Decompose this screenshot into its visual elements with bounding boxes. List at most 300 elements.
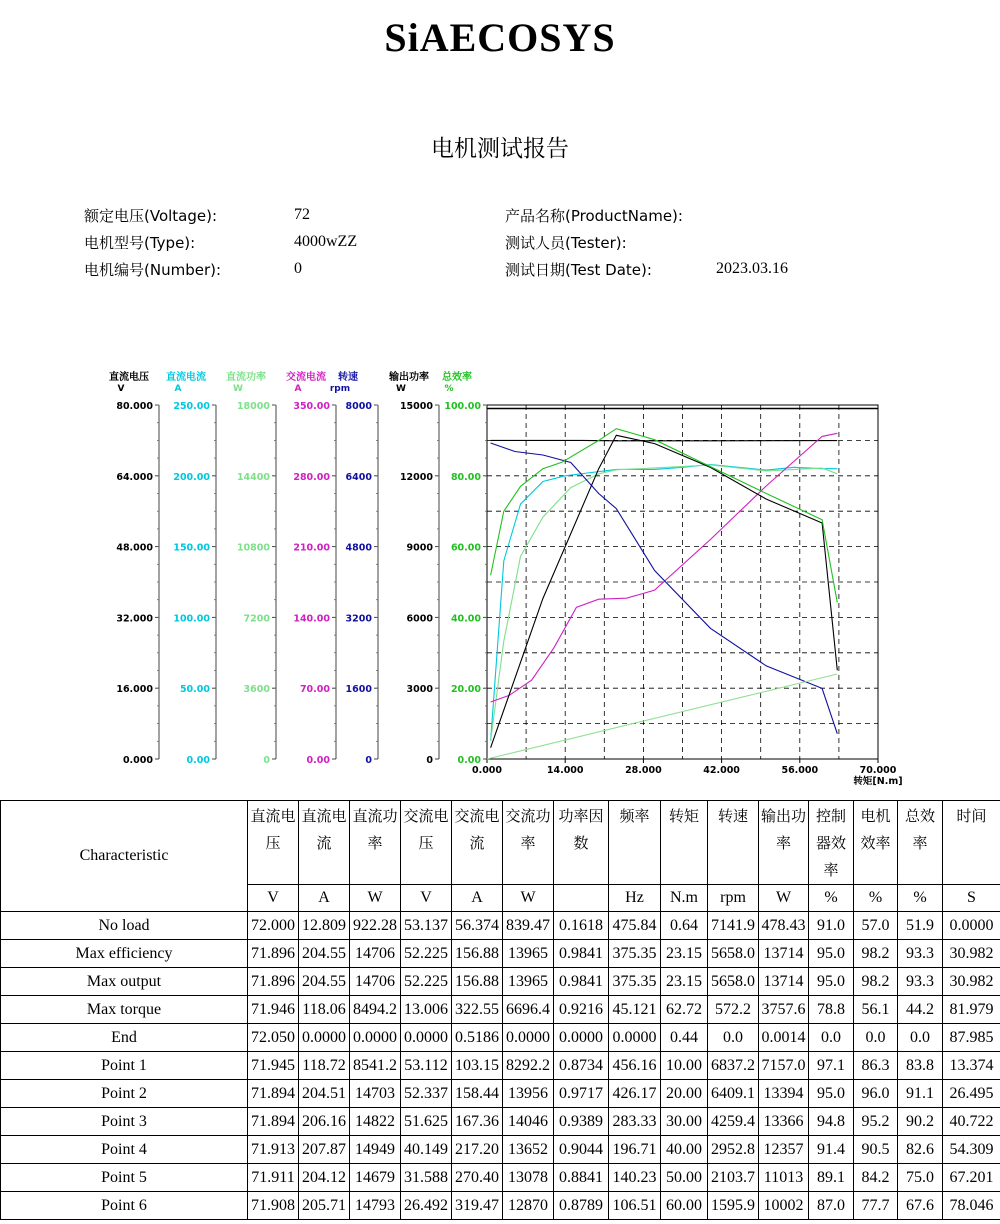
- table-cell: 0.9216: [554, 996, 609, 1024]
- row-label: Max efficiency: [1, 940, 248, 968]
- table-cell: 13956: [503, 1080, 554, 1108]
- table-cell: 93.3: [898, 940, 943, 968]
- y-tick-label: 280.00: [293, 471, 330, 483]
- table-cell: 0.0: [708, 1024, 759, 1052]
- table-cell: 319.47: [452, 1192, 503, 1220]
- y-tick-label: 200.00: [173, 471, 210, 483]
- table-cell: 72.050: [248, 1024, 299, 1052]
- table-cell: 14706: [350, 940, 401, 968]
- column-header: 输出功率: [759, 801, 809, 885]
- table-cell: 922.28: [350, 912, 401, 940]
- column-unit: %: [898, 885, 943, 912]
- y-tick-label: 0: [426, 755, 433, 766]
- table-cell: 87.985: [943, 1024, 1000, 1052]
- table-cell: 13394: [759, 1080, 809, 1108]
- axis-name: 直流电流: [166, 372, 206, 383]
- axis-unit: A: [174, 384, 182, 394]
- table-cell: 0.9044: [554, 1136, 609, 1164]
- table-cell: 56.374: [452, 912, 503, 940]
- table-cell: 204.51: [299, 1080, 350, 1108]
- table-cell: 13.006: [401, 996, 452, 1024]
- column-header: 功率因数: [554, 801, 609, 885]
- table-header-row: [1, 801, 1000, 885]
- table-cell: 140.23: [609, 1164, 661, 1192]
- y-tick-label: 3000: [406, 684, 433, 696]
- column-header: 交流电压: [401, 801, 452, 885]
- table-cell: 14679: [350, 1164, 401, 1192]
- table-cell: 0.64: [661, 912, 708, 940]
- results-table: [0, 800, 1000, 1220]
- y-tick-label: 14400: [236, 471, 270, 483]
- table-cell: 54.309: [943, 1136, 1000, 1164]
- table-cell: 1595.9: [708, 1192, 759, 1220]
- table-cell: 13366: [759, 1108, 809, 1136]
- y-tick-label: 4800: [345, 542, 372, 554]
- table-cell: 12870: [503, 1192, 554, 1220]
- column-header: 转速: [708, 801, 759, 885]
- date-value: 2023.03.16: [716, 260, 788, 277]
- axis-unit: W: [233, 384, 243, 394]
- table-cell: 0.0: [809, 1024, 854, 1052]
- table-cell: 26.492: [401, 1192, 452, 1220]
- table-cell: 87.0: [809, 1192, 854, 1220]
- voltage-label: 额定电压(Voltage):: [84, 207, 218, 225]
- table-cell: 13078: [503, 1164, 554, 1192]
- table-cell: 0.9841: [554, 968, 609, 996]
- performance-chart: [0, 360, 1000, 790]
- column-header: 直流功率: [350, 801, 401, 885]
- table-cell: 3757.6: [759, 996, 809, 1024]
- y-tick-label: 0.00: [306, 755, 330, 766]
- x-tick-label: 14.000: [546, 765, 584, 776]
- table-cell: 13965: [503, 940, 554, 968]
- table-cell: 26.495: [943, 1080, 1000, 1108]
- table-cell: 81.979: [943, 996, 1000, 1024]
- y-tick-label: 1600: [345, 684, 372, 696]
- column-unit: A: [452, 885, 503, 912]
- table-cell: 91.0: [809, 912, 854, 940]
- column-unit: Hz: [609, 885, 661, 912]
- table-cell: 8292.2: [503, 1052, 554, 1080]
- series-line: [491, 465, 838, 741]
- type-value: 4000wZZ: [294, 233, 358, 250]
- table-cell: 167.36: [452, 1108, 503, 1136]
- table-cell: 45.121: [609, 996, 661, 1024]
- table-cell: 53.112: [401, 1052, 452, 1080]
- table-cell: 93.3: [898, 968, 943, 996]
- axis-unit: A: [294, 384, 302, 394]
- brand-title: SiAECOSYS: [384, 15, 616, 60]
- y-tick-label: 0: [365, 755, 372, 766]
- y-tick-label: 60.00: [450, 542, 481, 554]
- table-cell: 572.2: [708, 996, 759, 1024]
- table-cell: 204.12: [299, 1164, 350, 1192]
- table-cell: 84.2: [854, 1164, 898, 1192]
- table-cell: 118.72: [299, 1052, 350, 1080]
- column-unit: %: [854, 885, 898, 912]
- y-tick-label: 50.00: [179, 684, 210, 696]
- column-header: 频率: [609, 801, 661, 885]
- table-cell: 2103.7: [708, 1164, 759, 1192]
- report-title: 电机测试报告: [431, 136, 569, 162]
- y-tick-label: 0.000: [122, 755, 153, 766]
- table-cell: 6409.1: [708, 1080, 759, 1108]
- column-header: 交流电流: [452, 801, 503, 885]
- table-cell: 67.6: [898, 1192, 943, 1220]
- series-line: [491, 465, 838, 741]
- table-cell: 78.046: [943, 1192, 1000, 1220]
- y-tick-label: 9000: [406, 542, 433, 554]
- y-tick-label: 6400: [345, 471, 372, 483]
- table-cell: 0.0: [854, 1024, 898, 1052]
- table-cell: 71.896: [248, 940, 299, 968]
- axis-name: 总效率: [442, 372, 472, 383]
- column-header: 转矩: [661, 801, 708, 885]
- table-cell: 40.722: [943, 1108, 1000, 1136]
- series-line: [487, 674, 837, 759]
- table-cell: 11013: [759, 1164, 809, 1192]
- column-header: 控制器效率: [809, 801, 854, 885]
- table-cell: 13.374: [943, 1052, 1000, 1080]
- table-cell: 270.40: [452, 1164, 503, 1192]
- table-cell: 52.337: [401, 1080, 452, 1108]
- table-cell: 375.35: [609, 968, 661, 996]
- row-label: Point 4: [1, 1136, 248, 1164]
- column-unit: N.m: [661, 885, 708, 912]
- table-cell: 98.2: [854, 968, 898, 996]
- table-cell: 0.8841: [554, 1164, 609, 1192]
- column-unit: rpm: [708, 885, 759, 912]
- type-label: 电机型号(Type):: [84, 234, 196, 252]
- table-cell: 40.149: [401, 1136, 452, 1164]
- y-tick-label: 150.00: [173, 542, 210, 554]
- table-cell: 6696.4: [503, 996, 554, 1024]
- table-cell: 40.00: [661, 1136, 708, 1164]
- y-tick-label: 32.000: [116, 613, 153, 625]
- table-cell: 204.55: [299, 968, 350, 996]
- table-cell: 78.8: [809, 996, 854, 1024]
- table-cell: 6837.2: [708, 1052, 759, 1080]
- table-row: [1, 1052, 1000, 1080]
- table-cell: 0.5186: [452, 1024, 503, 1052]
- table-cell: 62.72: [661, 996, 708, 1024]
- table-cell: 30.00: [661, 1108, 708, 1136]
- y-tick-label: 0: [263, 755, 270, 766]
- tester-label: 测试人员(Tester):: [505, 234, 627, 252]
- table-cell: 71.896: [248, 968, 299, 996]
- table-cell: 156.88: [452, 968, 503, 996]
- y-tick-label: 18000: [236, 401, 270, 412]
- table-cell: 283.33: [609, 1108, 661, 1136]
- y-tick-label: 48.000: [116, 542, 153, 554]
- table-cell: 86.3: [854, 1052, 898, 1080]
- number-value: 0: [294, 260, 302, 277]
- table-cell: 89.1: [809, 1164, 854, 1192]
- table-cell: 8494.2: [350, 996, 401, 1024]
- table-cell: 0.0000: [299, 1024, 350, 1052]
- axis-unit: rpm: [329, 384, 351, 394]
- column-unit: A: [299, 885, 350, 912]
- y-tick-label: 12000: [399, 471, 433, 483]
- table-cell: 478.43: [759, 912, 809, 940]
- number-label: 电机编号(Number):: [84, 261, 222, 279]
- table-cell: 12.809: [299, 912, 350, 940]
- table-cell: 50.00: [661, 1164, 708, 1192]
- date-label: 测试日期(Test Date):: [505, 261, 652, 279]
- row-label: Max output: [1, 968, 248, 996]
- table-cell: 0.8789: [554, 1192, 609, 1220]
- table-cell: 206.16: [299, 1108, 350, 1136]
- row-label: Max torque: [1, 996, 248, 1024]
- y-tick-label: 100.00: [444, 401, 481, 412]
- table-row: [1, 1192, 1000, 1220]
- table-cell: 156.88: [452, 940, 503, 968]
- table-cell: 13714: [759, 968, 809, 996]
- table-cell: 8541.2: [350, 1052, 401, 1080]
- table-cell: 207.87: [299, 1136, 350, 1164]
- row-label: End: [1, 1024, 248, 1052]
- table-cell: 14703: [350, 1080, 401, 1108]
- column-unit: V: [401, 885, 452, 912]
- table-cell: 0.0000: [503, 1024, 554, 1052]
- y-tick-label: 6000: [406, 613, 433, 625]
- table-cell: 98.2: [854, 940, 898, 968]
- table-row: [1, 1164, 1000, 1192]
- table-cell: 44.2: [898, 996, 943, 1024]
- y-tick-label: 100.00: [173, 613, 210, 625]
- table-cell: 75.0: [898, 1164, 943, 1192]
- axis-name: 交流电流: [286, 372, 326, 383]
- table-row: [1, 1080, 1000, 1108]
- voltage-value: 72: [294, 206, 310, 223]
- table-cell: 13965: [503, 968, 554, 996]
- table-cell: 375.35: [609, 940, 661, 968]
- table-cell: 51.625: [401, 1108, 452, 1136]
- table-cell: 60.00: [661, 1192, 708, 1220]
- row-label: Point 3: [1, 1108, 248, 1136]
- axis-name: 转速: [338, 372, 358, 383]
- x-tick-label: 42.000: [703, 765, 740, 776]
- series-line: [491, 433, 838, 702]
- table-cell: 95.0: [809, 968, 854, 996]
- table-cell: 77.7: [854, 1192, 898, 1220]
- table-cell: 205.71: [299, 1192, 350, 1220]
- table-cell: 14949: [350, 1136, 401, 1164]
- column-header: 交流功率: [503, 801, 554, 885]
- y-tick-label: 10800: [236, 542, 270, 554]
- x-tick-label: 56.000: [781, 765, 819, 776]
- table-cell: 0.9841: [554, 940, 609, 968]
- table-row: [1, 996, 1000, 1024]
- table-cell: 0.9389: [554, 1108, 609, 1136]
- column-unit: V: [248, 885, 299, 912]
- table-cell: 426.17: [609, 1080, 661, 1108]
- table-cell: 71.913: [248, 1136, 299, 1164]
- table-cell: 196.71: [609, 1136, 661, 1164]
- table-cell: 97.1: [809, 1052, 854, 1080]
- table-cell: 5658.0: [708, 968, 759, 996]
- column-unit: S: [943, 885, 1000, 912]
- column-header: 总效率: [898, 801, 943, 885]
- table-cell: 53.137: [401, 912, 452, 940]
- table-cell: 72.000: [248, 912, 299, 940]
- y-tick-label: 70.00: [299, 684, 330, 696]
- x-axis-label: 转矩[N.m]: [853, 776, 903, 787]
- product-label: 产品名称(ProductName):: [505, 207, 683, 225]
- y-tick-label: 16.000: [116, 684, 153, 696]
- table-cell: 82.6: [898, 1136, 943, 1164]
- table-cell: 217.20: [452, 1136, 503, 1164]
- table-cell: 158.44: [452, 1080, 503, 1108]
- y-tick-label: 80.000: [116, 401, 153, 412]
- table-cell: 13652: [503, 1136, 554, 1164]
- table-cell: 90.2: [898, 1108, 943, 1136]
- table-cell: 2952.8: [708, 1136, 759, 1164]
- table-cell: 91.1: [898, 1080, 943, 1108]
- table-cell: 71.946: [248, 996, 299, 1024]
- y-tick-label: 15000: [399, 401, 433, 412]
- table-cell: 57.0: [854, 912, 898, 940]
- y-tick-label: 3600: [243, 684, 270, 696]
- x-tick-label: 0.000: [471, 765, 503, 776]
- table-cell: 0.0: [898, 1024, 943, 1052]
- table-cell: 14706: [350, 968, 401, 996]
- column-unit: W: [503, 885, 554, 912]
- axis-unit: V: [117, 384, 125, 394]
- table-row: [1, 940, 1000, 968]
- table-cell: 91.4: [809, 1136, 854, 1164]
- table-cell: 0.0000: [554, 1024, 609, 1052]
- table-cell: 7141.9: [708, 912, 759, 940]
- table-cell: 94.8: [809, 1108, 854, 1136]
- y-tick-label: 0.00: [457, 755, 481, 766]
- y-tick-label: 350.00: [293, 401, 330, 412]
- table-cell: 20.00: [661, 1080, 708, 1108]
- table-cell: 12357: [759, 1136, 809, 1164]
- table-cell: 5658.0: [708, 940, 759, 968]
- column-unit: %: [809, 885, 854, 912]
- column-unit: W: [350, 885, 401, 912]
- table-cell: 31.588: [401, 1164, 452, 1192]
- axis-unit: %: [444, 384, 454, 394]
- table-cell: 7157.0: [759, 1052, 809, 1080]
- column-header: 时间: [943, 801, 1000, 885]
- series-line: [491, 443, 838, 734]
- table-cell: 10002: [759, 1192, 809, 1220]
- table-cell: 456.16: [609, 1052, 661, 1080]
- table-cell: 67.201: [943, 1164, 1000, 1192]
- column-header: 直流电流: [299, 801, 350, 885]
- table-cell: 90.5: [854, 1136, 898, 1164]
- table-cell: 0.0000: [401, 1024, 452, 1052]
- table-cell: 23.15: [661, 968, 708, 996]
- table-cell: 0.0000: [609, 1024, 661, 1052]
- row-label: Point 6: [1, 1192, 248, 1220]
- axis-unit: W: [396, 384, 406, 394]
- row-label: No load: [1, 912, 248, 940]
- table-cell: 96.0: [854, 1080, 898, 1108]
- table-cell: 13714: [759, 940, 809, 968]
- table-cell: 0.0000: [350, 1024, 401, 1052]
- table-cell: 0.0014: [759, 1024, 809, 1052]
- y-tick-label: 0.00: [186, 755, 210, 766]
- y-tick-label: 40.00: [450, 613, 481, 625]
- table-cell: 475.84: [609, 912, 661, 940]
- table-row: [1, 968, 1000, 996]
- table-cell: 71.911: [248, 1164, 299, 1192]
- y-tick-label: 8000: [345, 401, 372, 412]
- table-cell: 0.8734: [554, 1052, 609, 1080]
- axis-name: 直流功率: [226, 372, 266, 383]
- table-cell: 71.894: [248, 1108, 299, 1136]
- table-cell: 0.9717: [554, 1080, 609, 1108]
- table-cell: 106.51: [609, 1192, 661, 1220]
- table-cell: 23.15: [661, 940, 708, 968]
- table-cell: 0.1618: [554, 912, 609, 940]
- table-cell: 30.982: [943, 968, 1000, 996]
- table-cell: 56.1: [854, 996, 898, 1024]
- x-tick-label: 28.000: [625, 765, 662, 776]
- row-label: Point 1: [1, 1052, 248, 1080]
- table-row: [1, 1024, 1000, 1052]
- column-header: 电机效率: [854, 801, 898, 885]
- table-cell: 14822: [350, 1108, 401, 1136]
- table-cell: 95.0: [809, 940, 854, 968]
- y-tick-label: 210.00: [293, 542, 330, 554]
- table-cell: 322.55: [452, 996, 503, 1024]
- table-cell: 30.982: [943, 940, 1000, 968]
- y-tick-label: 250.00: [173, 401, 210, 412]
- x-tick-label: 70.000: [859, 765, 897, 776]
- row-label: Point 5: [1, 1164, 248, 1192]
- table-cell: 118.06: [299, 996, 350, 1024]
- table-cell: 204.55: [299, 940, 350, 968]
- y-tick-label: 64.000: [116, 471, 153, 483]
- table-cell: 14046: [503, 1108, 554, 1136]
- y-tick-label: 140.00: [293, 613, 330, 625]
- column-header: 直流电压: [248, 801, 299, 885]
- y-tick-label: 7200: [243, 613, 270, 625]
- table-cell: 51.9: [898, 912, 943, 940]
- table-cell: 0.44: [661, 1024, 708, 1052]
- table-cell: 14793: [350, 1192, 401, 1220]
- table-cell: 71.945: [248, 1052, 299, 1080]
- table-cell: 95.2: [854, 1108, 898, 1136]
- column-unit: [554, 885, 609, 912]
- row-label: Point 2: [1, 1080, 248, 1108]
- table-cell: 83.8: [898, 1052, 943, 1080]
- table-cell: 10.00: [661, 1052, 708, 1080]
- table-cell: 71.908: [248, 1192, 299, 1220]
- axis-name: 输出功率: [389, 372, 429, 383]
- table-row: [1, 1108, 1000, 1136]
- table-cell: 71.894: [248, 1080, 299, 1108]
- y-tick-label: 80.00: [450, 471, 481, 483]
- y-tick-label: 20.00: [450, 684, 481, 696]
- table-cell: 52.225: [401, 968, 452, 996]
- table-cell: 95.0: [809, 1080, 854, 1108]
- table-cell: 839.47: [503, 912, 554, 940]
- table-row: [1, 912, 1000, 940]
- table-cell: 0.0000: [943, 912, 1000, 940]
- column-unit: W: [759, 885, 809, 912]
- table-cell: 103.15: [452, 1052, 503, 1080]
- table-cell: 52.225: [401, 940, 452, 968]
- y-tick-label: 3200: [345, 613, 372, 625]
- table-cell: 4259.4: [708, 1108, 759, 1136]
- axis-name: 直流电压: [109, 372, 149, 383]
- characteristic-header: Characteristic: [1, 801, 248, 912]
